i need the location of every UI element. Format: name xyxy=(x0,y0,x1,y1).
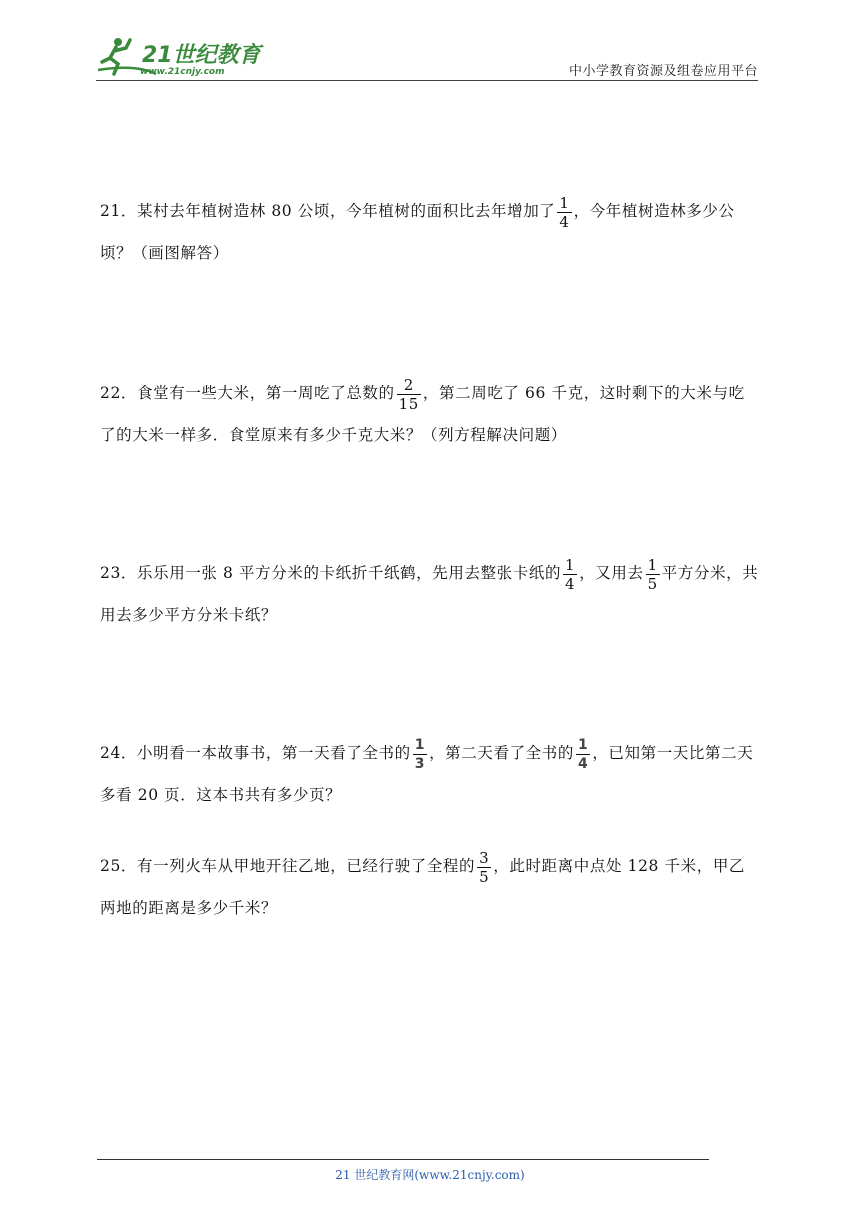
question-22: 22．食堂有一些大米，第一周吃了总数的 $\frac{2}{15}$ ，第二周吃了 66 千克，这时剩下的大米与吃了的大米一样多．食堂原来有多少千克大米？（列方程解决问题） xyxy=(100,375,745,444)
footer-divider xyxy=(97,1159,709,1160)
page-header xyxy=(0,0,860,90)
footer-link[interactable]: 21 世纪教育网(www.21cnjy.com) xyxy=(335,1168,525,1182)
question-25: 25．有一列火车从甲地开往乙地，已经行驶了全程的 $\frac{3}{5}$ ，此时距离中点处 128 千米，甲乙两地的距离是多少千米？ xyxy=(100,848,746,917)
fraction: $\frac{1}{4}$ xyxy=(577,736,589,772)
fraction: $\frac{2}{15}$ xyxy=(398,375,419,413)
fraction: $\frac{1}{3}$ xyxy=(414,736,426,772)
question-21: 21．某村去年植树造林 80 公顷，今年植树的面积比去年增加了 $\frac{1}{4}$ ，今年植树造林多少公顷？（画图解答） xyxy=(100,193,735,262)
svg-text:www.21cnjy.com: www.21cnjy.com xyxy=(140,67,225,77)
logo-text: 21世纪教育 xyxy=(142,43,261,68)
logo-graphic xyxy=(96,34,266,84)
question-23: 23．乐乐用一张 8 平方分米的卡纸折千纸鹤，先用去整张卡纸的 $\frac{1}{4}$ ，又用去 $\frac{1}{5}$ 平方分米，共用去多少平方分米卡纸？ xyxy=(100,555,759,624)
platform-tagline: 中小学教育资源及组卷应用平台 xyxy=(568,64,758,79)
fraction: $\frac{1}{4}$ xyxy=(559,193,570,231)
fraction: $\frac{3}{5}$ xyxy=(479,848,490,886)
fraction: $\frac{1}{5}$ xyxy=(647,555,658,593)
fraction: $\frac{1}{4}$ xyxy=(565,555,576,593)
header-divider xyxy=(96,80,758,81)
site-logo xyxy=(96,34,266,84)
question-24: 24．小明看一本故事书，第一天看了全书的 $\frac{1}{3}$ ，第二天看了全书的 $\frac{1}{4}$ ，已知第一天比第二天多看 20 页．这本书共有多少页？ xyxy=(100,736,754,804)
